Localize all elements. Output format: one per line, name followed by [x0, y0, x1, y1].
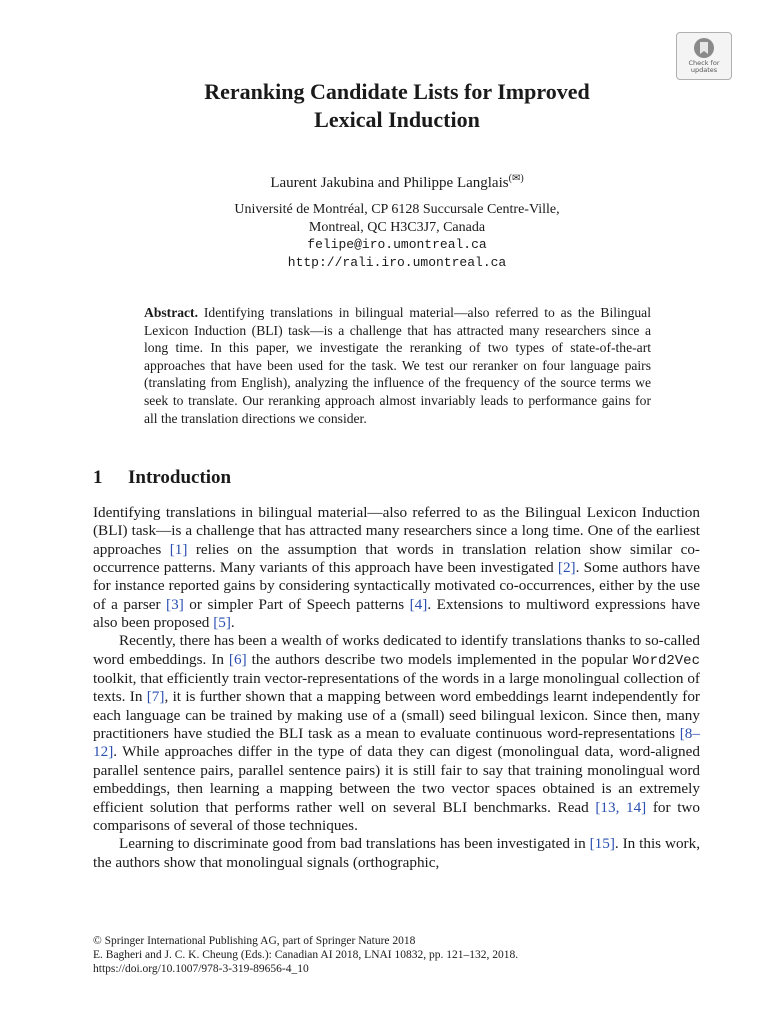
abstract-text: Identifying translations in bilingual material—also referred to as the Bilingual Lexicon Induction (BLI) task—is a challenge that has attracted many researchers since a long time. In this paper, we investigate the reranking of two types of state-of-the-art approaches that have been used for the task. We test our reranker on four language pairs (translating from English), analyzing the influence of the frequency of the source terms we seek to translate. Our reranking approach almost invariably leads to performance gains for all the translation directions we consider. — [144, 305, 651, 426]
paragraph-1 — [93, 504, 700, 632]
abstract-label: Abstract. — [144, 305, 198, 320]
bookmark-icon — [693, 37, 715, 59]
title-line-2: Lexical Induction — [314, 107, 480, 132]
copyright-line: © Springer International Publishing AG, part of Springer Nature 2018 — [93, 935, 416, 947]
citation-link[interactable]: [6] — [228, 650, 247, 668]
text-run: Learning to discriminate good from bad translations has been investigated in — [119, 835, 590, 853]
affiliation-line-2: Montreal, QC H3C3J7, Canada — [308, 219, 486, 235]
section-title: Introduction — [128, 467, 232, 488]
text-run: . Some authors have for instance reported gains by considering syntactically motivated co-occurrences, either by the use of a parser — [93, 559, 700, 613]
paragraph-2 — [93, 632, 700, 835]
text-run: relies on the assumption that words in translation relation show similar co-occurrence patterns. Many variants of this approach have been investigated — [93, 540, 700, 577]
paper-title — [92, 78, 702, 134]
abstract — [144, 304, 651, 427]
title-line-1: Reranking Candidate Lists for Improved — [204, 79, 590, 104]
badge-line-2: updates — [690, 66, 718, 74]
citation-link[interactable]: [7] — [146, 688, 165, 706]
author-email[interactable]: felipe@iro.umontreal.ca — [307, 237, 487, 252]
citation-link[interactable]: [13, 14] — [595, 798, 647, 816]
body-text — [93, 504, 700, 872]
badge-line-1: Check for — [688, 59, 720, 67]
text-run: toolkit, that efficiently train vector-representations of the words in a large monolingual collection of texts. In — [93, 670, 700, 706]
text-run: . In this work, the authors show that monolingual signals (orthographic, — [93, 835, 700, 871]
doi-link[interactable]: https://doi.org/10.1007/978-3-319-89656-4_10 — [93, 963, 309, 976]
toolkit-name: Word2Vec — [632, 652, 700, 669]
text-run: . While approaches differ in the type of data they can digest (monolingual data, word-aligned parallel sentence pairs, parallel sentence pairs) it is still fair to say that training monolingual word embeddings, then learning a mapping between the two vector spaces obtained is an extremely efficient solution that performs rather well on several BLI benchmarks. Read — [93, 743, 700, 816]
text-run: . Extensions to multiword expressions have also been proposed — [93, 595, 700, 632]
section-number: 1 — [93, 467, 103, 488]
paragraph-3 — [93, 835, 700, 872]
citation-link[interactable]: [8–12] — [93, 725, 700, 761]
copyright-footer — [93, 934, 703, 977]
badge-label — [677, 60, 731, 74]
citation-link[interactable]: [15] — [589, 835, 615, 853]
section-heading — [93, 466, 231, 490]
author-url[interactable]: http://rali.iro.umontreal.ca — [287, 254, 507, 270]
corresponding-author-mark: (✉) — [508, 173, 524, 184]
text-run: . — [230, 614, 235, 632]
proceedings-line: E. Bagheri and J. C. K. Cheung (Eds.): Canadian AI 2018, LNAI 10832, pp. 121–132, 2018. — [93, 949, 519, 962]
author-names: Laurent Jakubina and Philippe Langlais — [270, 175, 509, 191]
text-run: Identifying translations in bilingual material—also referred to as the Bilingual Lexicon Induction (BLI) task—is a challenge that has attracted many researchers since a long time. One of the earliest approaches — [93, 504, 700, 558]
affiliation — [92, 201, 702, 271]
citation-link[interactable]: [2] — [557, 559, 576, 577]
affiliation-line-1: Université de Montréal, CP 6128 Succursale Centre-Ville, — [234, 202, 560, 217]
citation-link[interactable]: [3] — [166, 595, 184, 613]
citation-link[interactable]: [1] — [169, 540, 188, 558]
text-run: or simpler Part of Speech patterns — [183, 595, 410, 613]
text-run: the authors describe two models implemented in the popular — [246, 650, 633, 668]
check-for-updates-badge[interactable] — [676, 32, 732, 80]
text-run: for two comparisons of several of those techniques. — [93, 798, 700, 834]
text-run: Recently, there has been a wealth of works dedicated to identify translations thanks to so-called word embeddings. In — [93, 632, 700, 668]
text-run: , it is further shown that a mapping between word embeddings learnt independently for each language can be trained by making use of a (small) seed bilingual lexicon. Since then, many practitioners have studied the BLI task as a mean to evaluate continuous word-representations — [93, 688, 700, 743]
authors — [92, 170, 702, 192]
citation-link[interactable]: [5] — [213, 614, 231, 632]
citation-link[interactable]: [4] — [409, 595, 428, 613]
